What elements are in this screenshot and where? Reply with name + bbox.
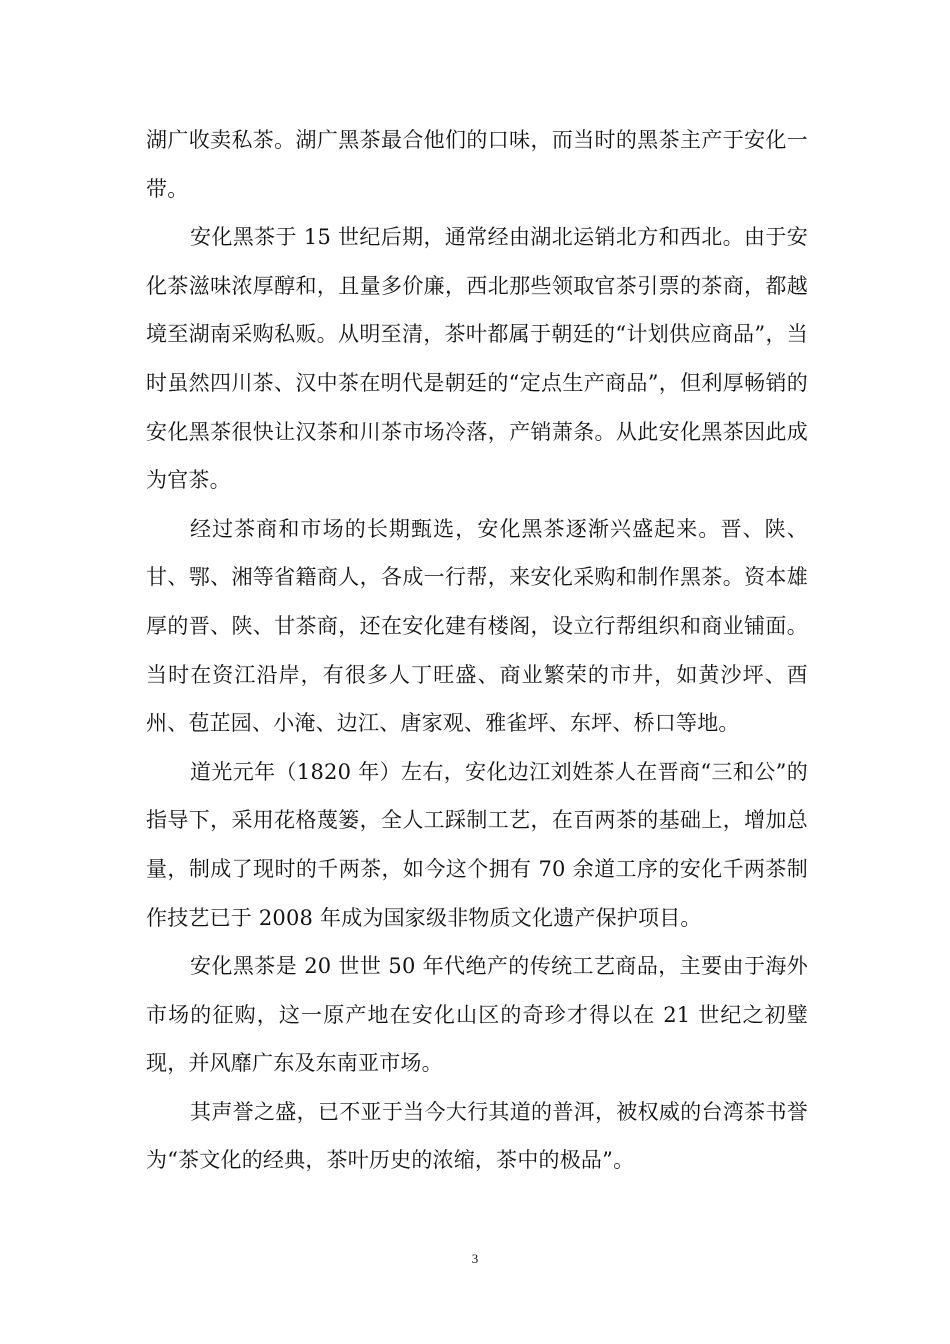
paragraph-reputation: 其声誉之盛，已不亚于当今大行其道的普洱，被权威的台湾茶书誉为“茶文化的经典，茶叶历史的浓缩，茶中的极品”。 (146, 1099, 808, 1173)
page-number: 3 (471, 1251, 479, 1266)
paragraph-anhua-15th-century: 安化黑茶于 15 世纪后期，通常经由湖北运销北方和西北。由于安化茶滋味浓厚醇和，且量多价廉，西北那些领取官茶引票的茶商，都越境至湖南采购私贩。从明至清，茶叶都属于朝廷的“计划供应商品”，当时虽然四川茶、汉中茶在明代是朝廷的“定点生产商品”，但利厚畅销的安化黑茶很快让汉茶和川茶市场冷落，产销萧条。从此安化黑茶因此成为官茶。 (146, 225, 808, 493)
paragraph-revival: 安化黑茶是 20 世世 50 年代绝产的传统工艺商品，主要由于海外市场的征购，这一原产地在安化山区的奇珍才得以在 21 世纪之初璧现，并风靡广东及东南亚市场。 (146, 954, 808, 1076)
body-text (146, 116, 808, 1185)
paragraph-continued: 湖广收卖私茶。湖广黑茶最合他们的口味，而当时的黑茶主产于安化一带。 (146, 128, 808, 201)
paragraph-merchants: 经过茶商和市场的长期甄选，安化黑茶逐渐兴盛起来。晋、陕、甘、鄂、湘等省籍商人，各成一行帮，来安化采购和制作黑茶。资本雄厚的晋、陕、甘茶商，还在安化建有楼阁，设立行帮组织和商业铺面。当时在资江沿岸，有很多人丁旺盛、商业繁荣的市井，如黄沙坪、酉州、苞芷园、小淹、边江、唐家观、雅雀坪、东坪、桥口等地。 (146, 516, 808, 736)
paragraph-daoguang: 道光元年（1820 年）左右，安化边江刘姓茶人在晋商“三和公”的指导下，采用花格蔑篓，全人工踩制工艺，在百两茶的基础上，增加总量，制成了现时的千两茶，如今这个拥有 70 余道工序的安化千两茶制作技艺已于 2008 年成为国家级非物质文化遗产保护项目。 (146, 759, 808, 930)
